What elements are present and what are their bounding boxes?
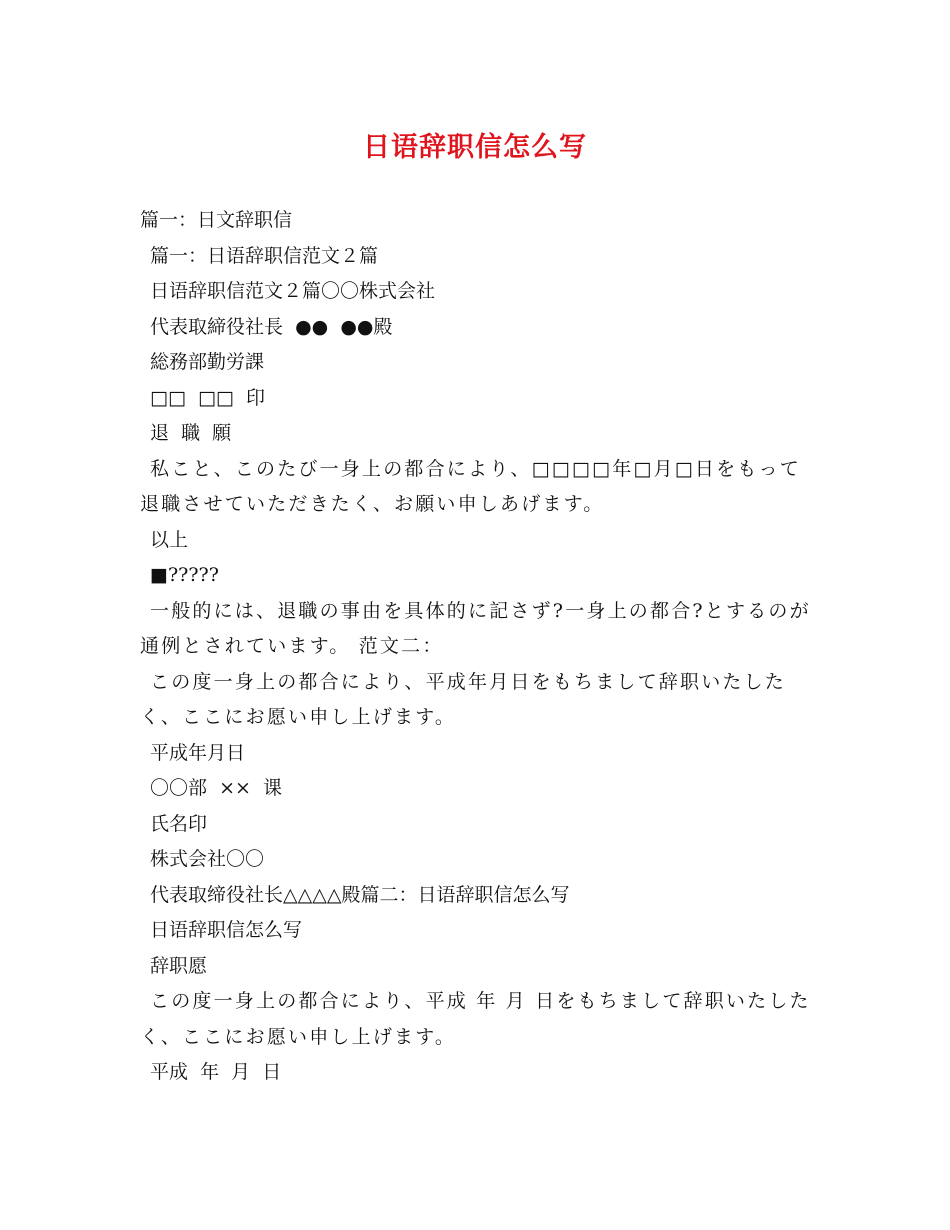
body-line: 退 職 願 <box>150 422 232 444</box>
body-line: 平成年月日 <box>150 741 246 764</box>
body-line: 総務部勤労課 <box>150 351 265 373</box>
body-line: 〇〇部 ×× 课 <box>150 777 282 799</box>
body-line: 代表取締役社長 ●● ●●殿 <box>150 315 393 338</box>
body-line: □□ □□ 印 <box>150 386 265 409</box>
body-paragraph: この度一身上の都合により、平成年月日をもちまして辞职いたしたく、ここにお愿い申し上げます。 <box>140 670 787 728</box>
body-line: 氏名印 <box>150 812 208 835</box>
body-line: 辞职愿 <box>150 954 208 977</box>
body-paragraph: 一般的には、退職の事由を具体的に記さず?一身上の都合?とするのが通例とされています。 范文二： <box>140 599 811 657</box>
body-line: ■????? <box>150 564 219 586</box>
body-line: 日语辞职信怎么写 <box>150 919 303 941</box>
subsection-heading: 篇一：日语辞职信范文２篇 <box>150 244 379 267</box>
body-line: 日语辞职信范文２篇〇〇株式会社 <box>150 280 436 302</box>
body-line: 株式会社〇〇 <box>150 848 265 870</box>
body-paragraph: 私こと、このたび一身上の都合により、□□□□年□月□日をもって退職させていただきたく、お願い申しあげます。 <box>140 457 801 515</box>
body-paragraph: この度一身上の都合により、平成 年 月 日をもちまして辞职いたしたく、ここにお愿い申し上げます。 <box>140 990 811 1048</box>
body-line: 平成 年 月 日 <box>150 1061 282 1083</box>
document-body <box>140 203 812 1091</box>
document-title: 日语辞职信怎么写 <box>363 132 587 163</box>
section-heading: 篇一：日文辞职信 <box>140 209 293 231</box>
body-line: 代表取缔役社长△△△△殿篇二：日语辞职信怎么写 <box>150 883 570 906</box>
body-line: 以上 <box>150 528 189 551</box>
